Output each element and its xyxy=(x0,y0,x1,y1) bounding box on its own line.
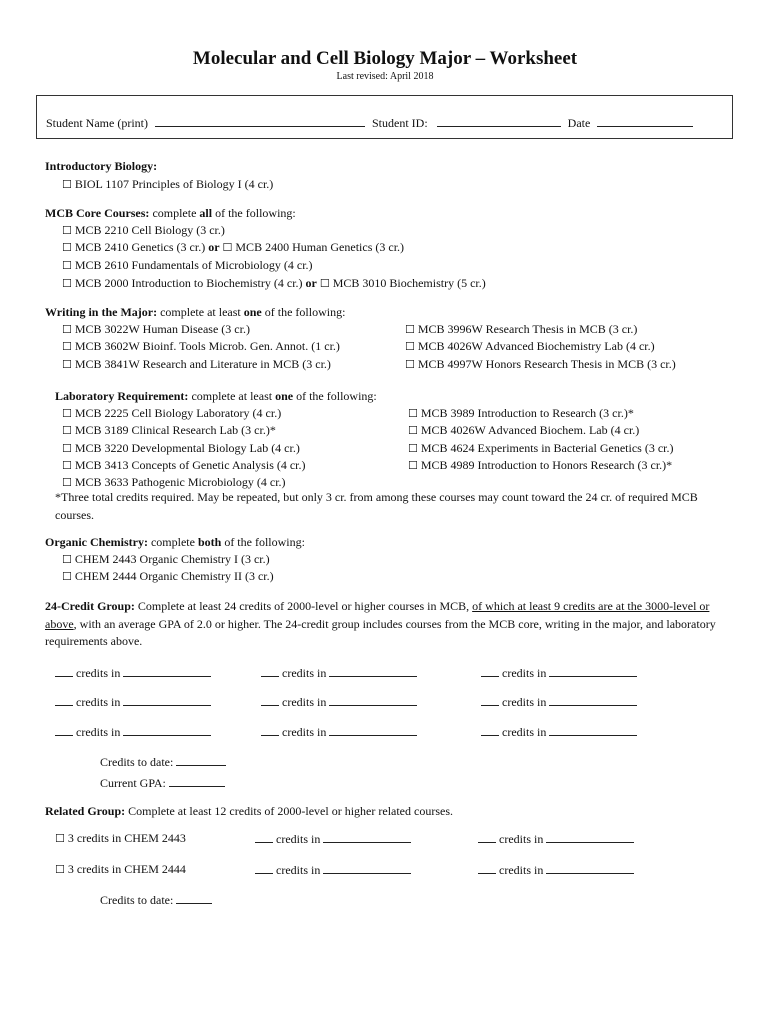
lab-item: ☐ MCB 4026W Advanced Biochem. Lab (4 cr.) xyxy=(408,423,640,437)
credits-field[interactable] xyxy=(481,693,499,706)
credit-entry-row: credits in xyxy=(478,830,634,849)
course-field[interactable] xyxy=(549,723,637,736)
checkbox-icon[interactable]: ☐ xyxy=(62,241,72,254)
checkbox-icon[interactable]: ☐ xyxy=(222,241,233,254)
course-field[interactable] xyxy=(549,664,637,677)
credits-field[interactable] xyxy=(261,664,279,677)
page-title: Molecular and Cell Biology Major – Worksheet xyxy=(192,48,578,69)
checkbox-icon[interactable]: ☐ xyxy=(62,442,72,455)
lab-item: ☐ MCB 3633 Pathogenic Microbiology (4 cr.) xyxy=(62,475,286,489)
core-item: ☐ MCB 2210 Cell Biology (3 cr.) xyxy=(62,223,225,237)
course-field[interactable] xyxy=(549,693,637,706)
related-heading: Related Group: Complete at least 12 credits of 2000-level or higher related courses. xyxy=(45,804,453,818)
lab-item: ☐ MCB 4989 Introduction to Honors Research (3 cr.)* xyxy=(408,458,673,472)
checkbox-icon[interactable]: ☐ xyxy=(408,442,418,455)
credit-entry-row: credits in xyxy=(481,664,637,683)
organic-item: ☐ CHEM 2443 Organic Chemistry I (3 cr.) xyxy=(62,552,270,566)
lab-heading: Laboratory Requirement: complete at least one of the following: xyxy=(55,389,377,403)
lab-item: ☐ MCB 3413 Concepts of Genetic Analysis (4 cr.) xyxy=(62,458,306,472)
student-name-label: Student Name (print) xyxy=(46,116,148,130)
writing-item: ☐ MCB 3602W Bioinf. Tools Microb. Gen. Annot. (1 cr.) xyxy=(62,339,340,353)
checkbox-icon[interactable]: ☐ xyxy=(408,459,418,472)
checkbox-icon[interactable]: ☐ xyxy=(62,340,72,353)
credit-entry-row: credits in xyxy=(55,693,211,712)
date-label: Date xyxy=(567,116,591,130)
credits-field[interactable] xyxy=(481,723,499,736)
checkbox-icon[interactable]: ☐ xyxy=(62,459,72,472)
lab-item: ☐ MCB 2225 Cell Biology Laboratory (4 cr.) xyxy=(62,406,282,420)
credits-field[interactable] xyxy=(481,664,499,677)
credit-entry-row: credits in xyxy=(261,693,417,712)
credit-entry-row: credits in xyxy=(55,664,211,683)
core-item: ☐ MCB 2610 Fundamentals of Microbiology (4 cr.) xyxy=(62,258,313,272)
related-item: ☐ 3 credits in CHEM 2444 xyxy=(55,862,186,876)
course-field[interactable] xyxy=(329,693,417,706)
revision-date: Last revised: April 2018 xyxy=(336,71,434,82)
related-credits-to-date-field[interactable] xyxy=(176,891,212,904)
checkbox-icon[interactable]: ☐ xyxy=(62,476,72,489)
checkbox-icon[interactable]: ☐ xyxy=(62,424,72,437)
writing-item: ☐ MCB 4026W Advanced Biochemistry Lab (4 cr.) xyxy=(405,339,655,353)
intro-heading: Introductory Biology: xyxy=(45,159,158,173)
checkbox-icon[interactable]: ☐ xyxy=(62,358,72,371)
lab-item: ☐ MCB 3189 Clinical Research Lab (3 cr.)* xyxy=(62,423,276,437)
credit-entry-row: credits in xyxy=(255,861,411,880)
checkbox-icon[interactable]: ☐ xyxy=(319,277,330,290)
core-heading: MCB Core Courses: complete all of the following: xyxy=(45,206,296,220)
checkbox-icon[interactable]: ☐ xyxy=(405,340,415,353)
student-info-line xyxy=(46,114,693,133)
current-gpa: Current GPA: xyxy=(100,774,225,793)
credit-entry-row: credits in xyxy=(55,723,211,742)
credits-field[interactable] xyxy=(255,830,273,843)
credits-field[interactable] xyxy=(478,830,496,843)
student-id-label: Student ID: xyxy=(371,116,428,130)
credits-field[interactable] xyxy=(55,723,73,736)
course-field[interactable] xyxy=(123,664,211,677)
course-field[interactable] xyxy=(323,830,411,843)
checkbox-icon[interactable]: ☐ xyxy=(62,553,72,566)
credits-field[interactable] xyxy=(55,664,73,677)
organic-heading: Organic Chemistry: complete both of the following: xyxy=(45,535,305,549)
credits-field[interactable] xyxy=(55,693,73,706)
writing-heading: Writing in the Major: complete at least one of the following: xyxy=(45,305,346,319)
writing-item: ☐ MCB 4997W Honors Research Thesis in MCB (3 cr.) xyxy=(405,357,676,371)
credit-entry-row: credits in xyxy=(255,830,411,849)
lab-note: *Three total credits required. May be repeated, but only 3 cr. from among these courses may count toward the 24 cr. of required MCB courses. xyxy=(55,490,698,522)
credits-to-date-field[interactable] xyxy=(176,753,226,766)
lab-item: ☐ MCB 3989 Introduction to Research (3 cr.)* xyxy=(408,406,634,420)
credit-entry-row: credits in xyxy=(261,664,417,683)
checkbox-icon[interactable]: ☐ xyxy=(62,224,72,237)
core-item: ☐ MCB 2410 Genetics (3 cr.) or ☐ MCB 2400 Human Genetics (3 cr.) xyxy=(62,240,405,254)
credit-entry-row: credits in xyxy=(478,861,634,880)
group24-description: 24-Credit Group: Complete at least 24 credits of 2000-level or higher courses in MCB, of which at least 9 credits are at the 3000-level or above, with an average GPA of 2.0 or higher. The 24-credit group includes courses from the MCB core, writing in the major, and laboratory requirements above. xyxy=(45,599,716,648)
writing-item: ☐ MCB 3841W Research and Literature in MCB (3 cr.) xyxy=(62,357,331,371)
credit-entry-row: credits in xyxy=(481,723,637,742)
credits-field[interactable] xyxy=(255,861,273,874)
credits-to-date: Credits to date: xyxy=(100,753,226,772)
credits-field[interactable] xyxy=(261,723,279,736)
checkbox-icon[interactable]: ☐ xyxy=(62,259,72,272)
writing-item: ☐ MCB 3022W Human Disease (3 cr.) xyxy=(62,322,250,336)
course-field[interactable] xyxy=(546,861,634,874)
checkbox-icon[interactable]: ☐ xyxy=(62,407,72,420)
intro-item: ☐ BIOL 1107 Principles of Biology I (4 cr.) xyxy=(62,177,274,191)
organic-item: ☐ CHEM 2444 Organic Chemistry II (3 cr.) xyxy=(62,569,274,583)
course-field[interactable] xyxy=(323,861,411,874)
course-field[interactable] xyxy=(123,723,211,736)
related-item: ☐ 3 credits in CHEM 2443 xyxy=(55,831,186,845)
checkbox-icon[interactable]: ☐ xyxy=(405,323,415,336)
course-field[interactable] xyxy=(123,693,211,706)
checkbox-icon[interactable]: ☐ xyxy=(55,832,65,845)
checkbox-icon[interactable]: ☐ xyxy=(62,178,72,191)
checkbox-icon[interactable]: ☐ xyxy=(408,407,418,420)
credits-field[interactable] xyxy=(261,693,279,706)
checkbox-icon[interactable]: ☐ xyxy=(62,277,72,290)
current-gpa-field[interactable] xyxy=(169,774,225,787)
checkbox-icon[interactable]: ☐ xyxy=(55,863,65,876)
related-credits-to-date: Credits to date: xyxy=(100,891,212,910)
date-field[interactable] xyxy=(597,114,693,127)
core-item: ☐ MCB 2000 Introduction to Biochemistry (4 cr.) or ☐ MCB 3010 Biochemistry (5 cr.) xyxy=(62,276,486,290)
checkbox-icon[interactable]: ☐ xyxy=(408,424,418,437)
credits-field[interactable] xyxy=(478,861,496,874)
course-field[interactable] xyxy=(329,664,417,677)
checkbox-icon[interactable]: ☐ xyxy=(405,358,415,371)
credit-entry-row: credits in xyxy=(481,693,637,712)
student-id-field[interactable] xyxy=(437,114,561,127)
writing-item: ☐ MCB 3996W Research Thesis in MCB (3 cr.) xyxy=(405,322,638,336)
course-field[interactable] xyxy=(546,830,634,843)
lab-item: ☐ MCB 3220 Developmental Biology Lab (4 cr.) xyxy=(62,441,300,455)
course-field[interactable] xyxy=(329,723,417,736)
checkbox-icon[interactable]: ☐ xyxy=(62,323,72,336)
student-name-field[interactable] xyxy=(155,114,365,127)
lab-item: ☐ MCB 4624 Experiments in Bacterial Genetics (3 cr.) xyxy=(408,441,674,455)
checkbox-icon[interactable]: ☐ xyxy=(62,570,72,583)
credit-entry-row: credits in xyxy=(261,723,417,742)
